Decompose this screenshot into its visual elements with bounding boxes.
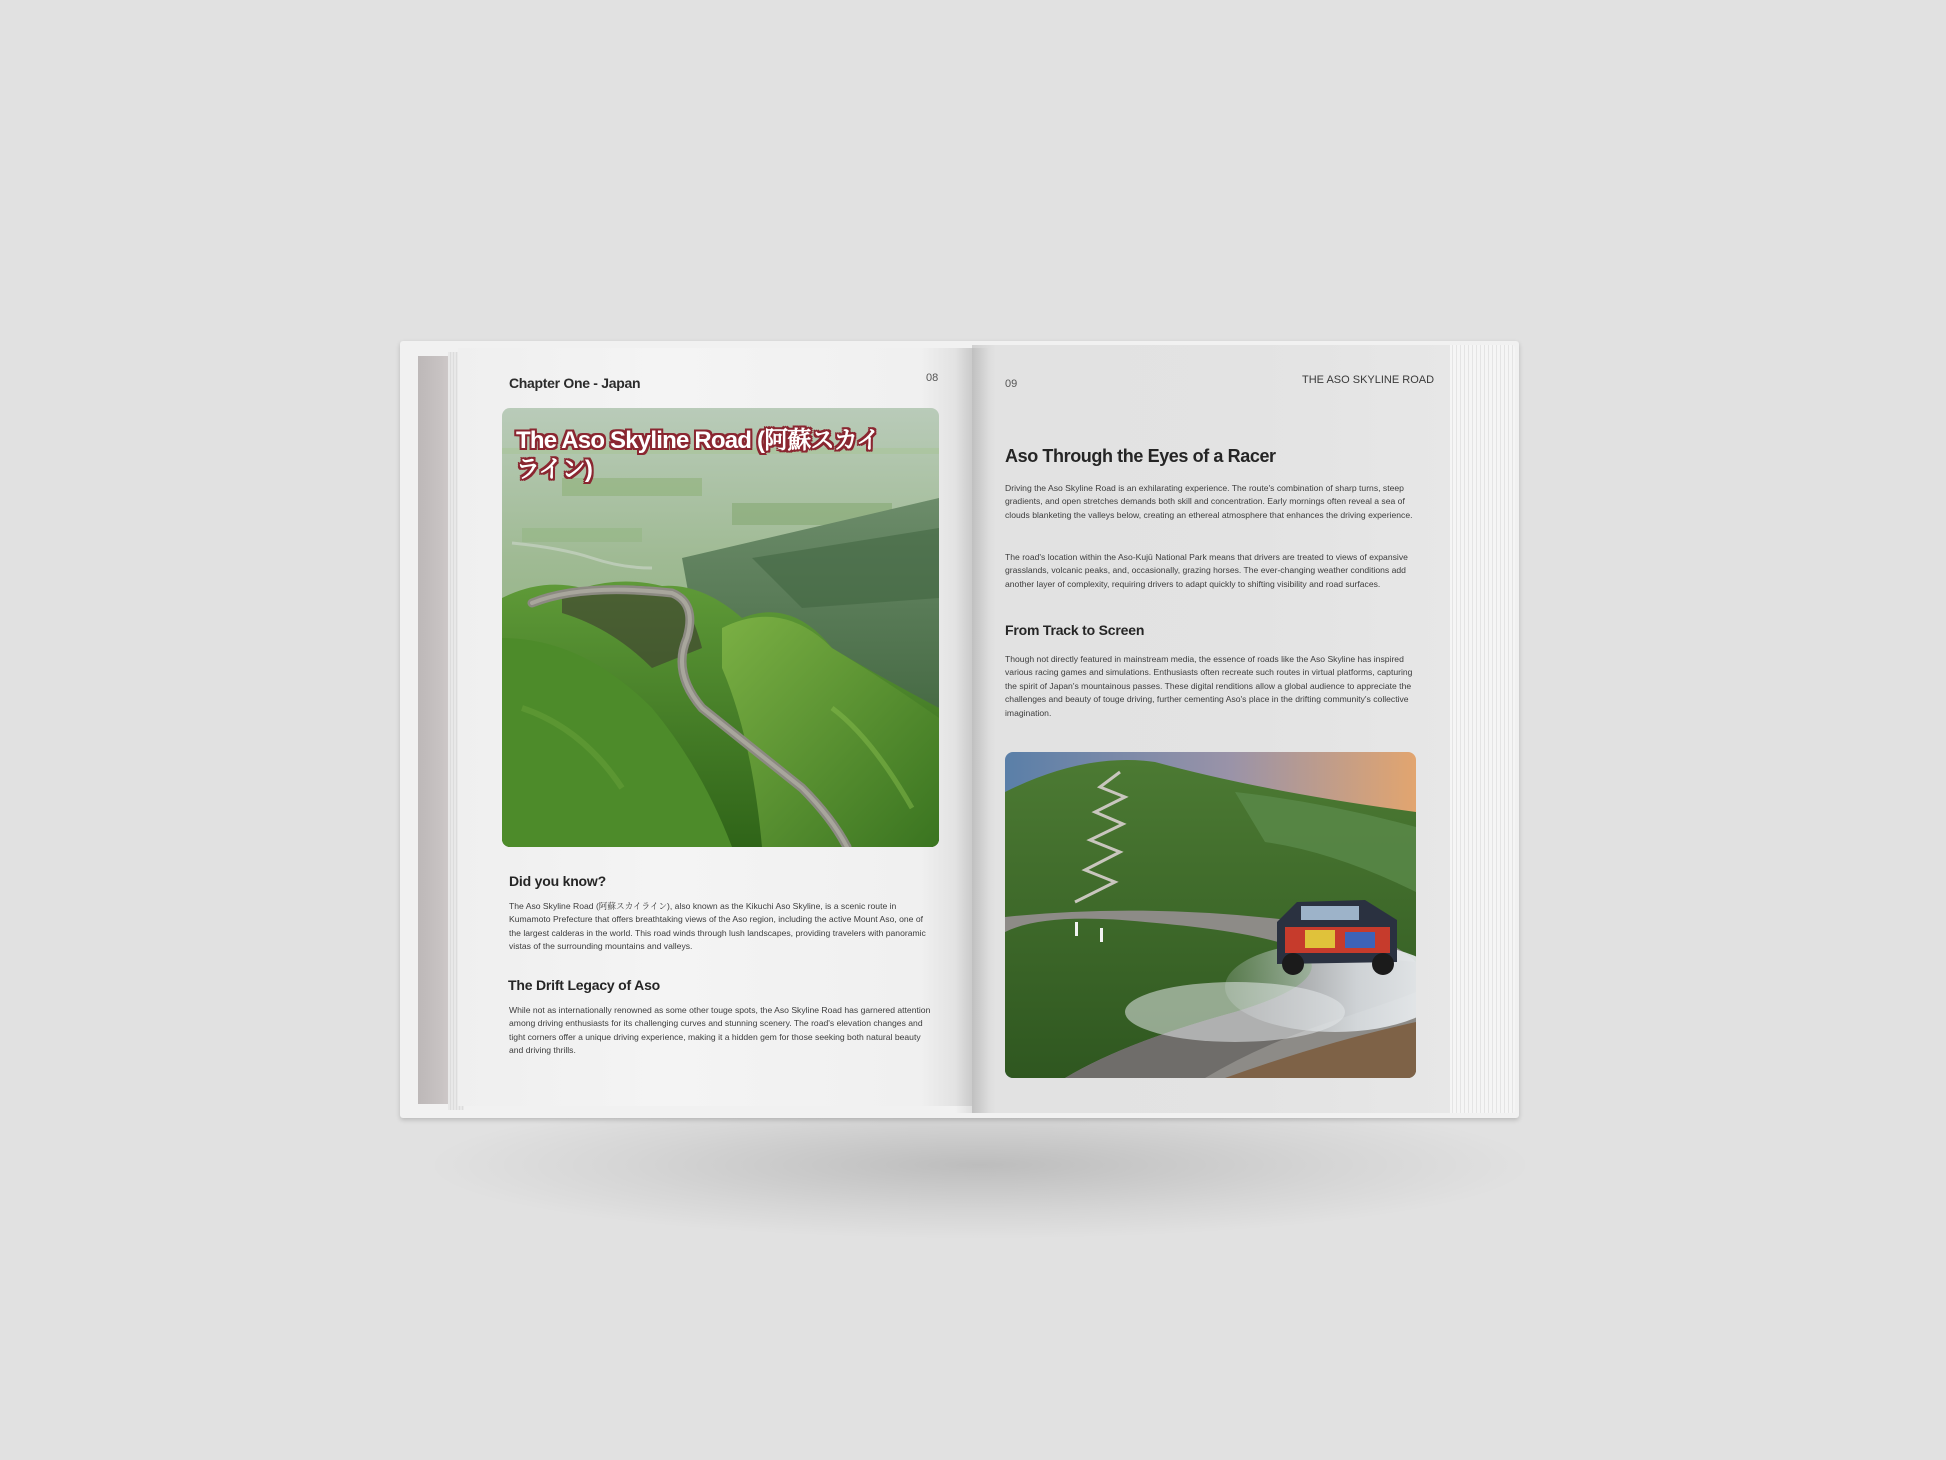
- drifting-car-photo: [1005, 752, 1416, 1078]
- running-header: THE ASO SKYLINE ROAD: [1302, 374, 1435, 386]
- section-heading-drift-legacy: The Drift Legacy of Aso: [508, 977, 661, 993]
- section-body-drift-legacy: While not as internationally renowned as some other touge spots, the Aso Skyline Road has garnered attention among driving enthusiasts for its challenging curves and stunning scenery. The road's elevation changes and tight corners offer a unique driving experience, making it a hidden gem for those seeking both natural beauty and driving thrills.: [509, 1005, 931, 1056]
- paragraph-racer-1: Driving the Aso Skyline Road is an exhilarating experience. The route's combination of sharp turns, steep gradients, and open stretches demands both skill and concentration. Early mornings often reveal a sea of clouds blanketing the valleys below, creating an ethereal atmosphere that enhances the driving experience.: [1005, 483, 1413, 520]
- right-page-stack: [1445, 345, 1515, 1113]
- paragraph-racer-2: The road's location within the Aso-Kujū National Park means that drivers are treated to views of expansive grasslands, volcanic peaks, and, occasionally, grazing horses. The ever-changing weather conditions add another layer of complexity, requiring drivers to adapt quickly to shifting visibility and road surfaces.: [1005, 552, 1408, 589]
- paragraph-track-to-screen: Though not directly featured in mainstream media, the essence of roads like the Aso Skyline has inspired various racing games and simulations. Enthusiasts often recreate such routes in virtual platforms, capturing the spirit of Japan's mountainous passes. These digital renditions allow a global audience to appreciate the challenges and beauty of touge driving, further cementing Aso's place in the drifting community's collective imagination.: [1005, 654, 1413, 718]
- right-page-number: 09: [1005, 378, 1018, 390]
- subheading-track-to-screen: From Track to Screen: [1005, 622, 1145, 638]
- image-title-overlay: The Aso Skyline Road (阿蘇スカイライン): [516, 427, 880, 483]
- drifting-car-illustration: [1005, 752, 1416, 1078]
- chapter-header: Chapter One - Japan: [509, 375, 641, 391]
- section-body-did-you-know: The Aso Skyline Road (阿蘇スカイライン), also known as the Kikuchi Aso Skyline, is a scenic route in Kumamoto Prefecture that offers breathtaking views of the Aso region, including the active Mount Aso, one of the largest calderas in the world. This road winds through lush landscapes, providing travelers with panoramic vistas of the surrounding mountains and valleys.: [509, 901, 926, 952]
- right-page-title: Aso Through the Eyes of a Racer: [1005, 446, 1276, 466]
- book-gutter: [955, 348, 989, 1113]
- section-heading-did-you-know: Did you know?: [509, 873, 606, 889]
- left-page-number: 08: [926, 372, 939, 384]
